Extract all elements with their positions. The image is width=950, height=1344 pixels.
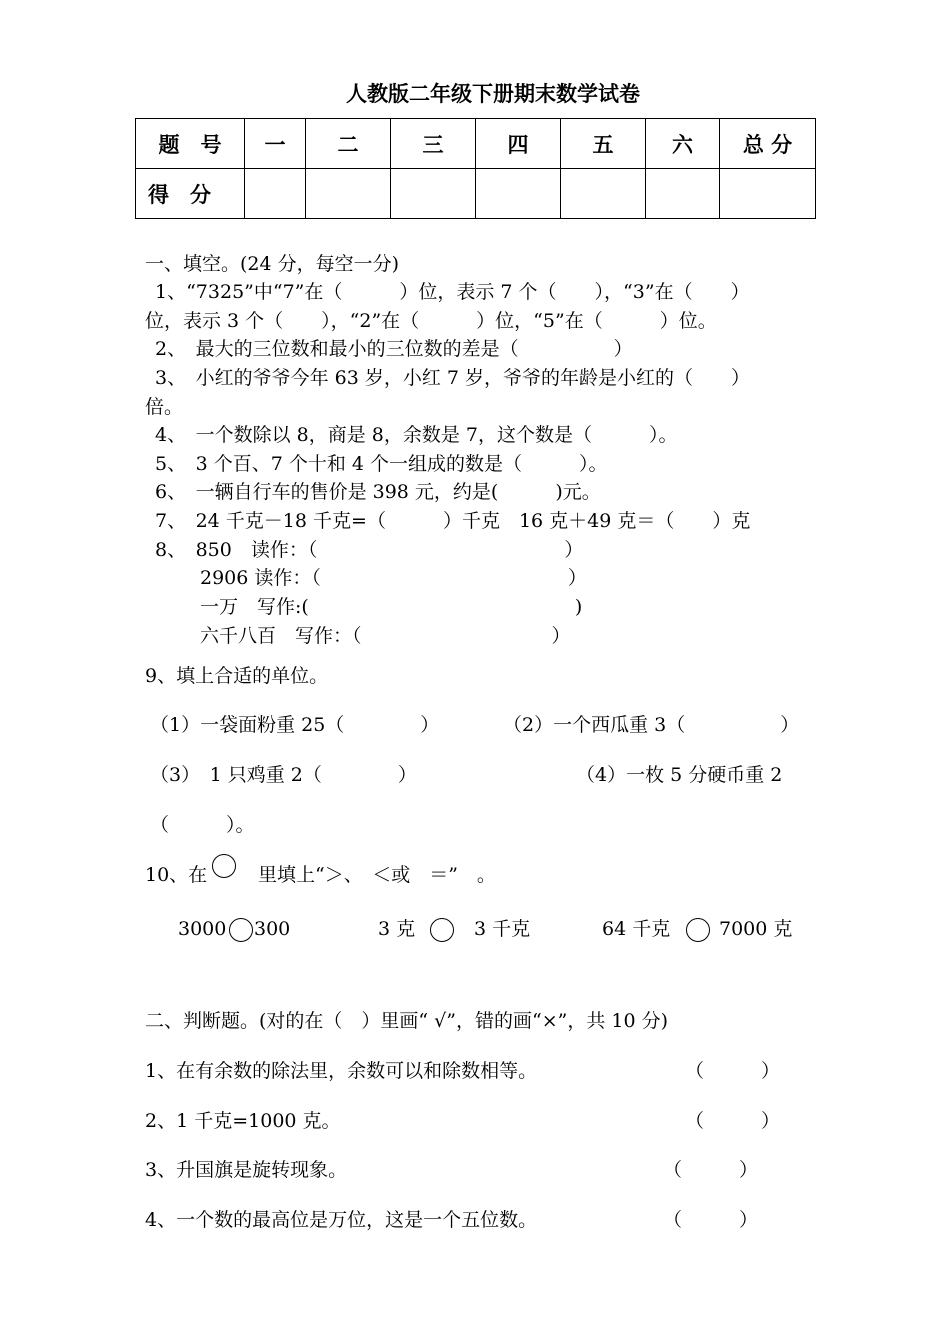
question-8-b: 2906 读作：（ ） xyxy=(200,567,587,589)
judge-item-4-blank[interactable]: （ ） xyxy=(663,1209,759,1231)
header-cell-2: 二 xyxy=(306,119,391,169)
header-cell-1: 一 xyxy=(245,119,306,169)
header-cell-5: 五 xyxy=(561,119,646,169)
judge-item-1-blank[interactable]: （ ） xyxy=(685,1060,781,1082)
compare-c-circle[interactable] xyxy=(686,918,710,942)
question-1-line-2: 位，表示 3 个（ ），“2”在（ ）位，“5”在（ ）位。 xyxy=(145,310,717,332)
judge-item-1: 1、在有余数的除法里，余数可以和除数相等。 xyxy=(145,1060,538,1082)
score-cell[interactable] xyxy=(391,169,476,219)
score-cell[interactable] xyxy=(646,169,720,219)
score-row-label: 得 分 xyxy=(136,169,245,219)
judge-item-4: 4、一个数的最高位是万位，这是一个五位数。 xyxy=(145,1209,538,1231)
header-cell-total: 总 分 xyxy=(720,119,816,169)
question-9-4: （4）一枚 5 分硬币重 2 xyxy=(576,764,783,786)
score-cell[interactable] xyxy=(306,169,391,219)
header-cell-question-number: 题 号 xyxy=(136,119,245,169)
score-cell[interactable] xyxy=(561,169,646,219)
page-title: 人教版二年级下册期末数学试卷 xyxy=(346,82,640,106)
compare-b-left: 3 克 xyxy=(378,918,416,940)
judge-item-3: 3、升国旗是旋转现象。 xyxy=(145,1159,348,1181)
question-9: 9、填上合适的单位。 xyxy=(145,665,329,687)
compare-c-left: 64 千克 xyxy=(602,918,671,940)
question-9-4-blank: （ ）。 xyxy=(150,814,255,836)
question-9-1: （1）一袋面粉重 25（ ） xyxy=(150,714,440,736)
compare-a-left: 3000 xyxy=(178,918,227,940)
comparison-circle-icon xyxy=(212,854,236,878)
question-8-d: 六千八百 写作：（ ） xyxy=(200,625,571,647)
question-8-c: 一万 写作:( ) xyxy=(200,596,583,618)
section2-heading: 二、判断题。(对的在（ ）里画“ √”，错的画“×”，共 10 分) xyxy=(145,1010,669,1032)
question-8-a: 8、 850 读作：（ ） xyxy=(155,539,584,561)
score-table-header-row xyxy=(136,119,816,169)
score-table-score-row xyxy=(136,169,816,219)
judge-item-2-blank[interactable]: （ ） xyxy=(685,1110,781,1132)
question-5: 5、 3 个百、7 个十和 4 个一组成的数是（ ）。 xyxy=(155,453,608,475)
compare-a-right: 300 xyxy=(254,918,291,940)
question-4: 4、 一个数除以 8，商是 8，余数是 7，这个数是（ ）。 xyxy=(155,424,678,446)
question-3-line-1: 3、 小红的爷爷今年 63 岁，小红 7 岁，爷爷的年龄是小红的（ ） xyxy=(155,367,751,389)
question-2: 2、 最大的三位数和最小的三位数的差是（ ） xyxy=(155,338,633,360)
compare-b-right: 3 千克 xyxy=(474,918,531,940)
compare-c-right: 7000 克 xyxy=(719,918,793,940)
question-7: 7、 24 千克－18 千克=（ ）千克 16 克＋49 克＝（ ）克 xyxy=(155,510,751,532)
question-10-suffix: 里填上“＞、 ＜或 ＝” 。 xyxy=(258,864,496,886)
header-cell-4: 四 xyxy=(476,119,561,169)
question-6: 6、 一辆自行车的售价是 398 元，约是( )元。 xyxy=(155,481,601,503)
compare-b-circle[interactable] xyxy=(430,918,454,942)
score-cell[interactable] xyxy=(720,169,816,219)
question-10-prefix: 10、在 xyxy=(145,864,208,886)
judge-item-2: 2、1 千克=1000 克。 xyxy=(145,1110,341,1132)
question-9-2: （2）一个西瓜重 3（ ） xyxy=(503,714,800,736)
header-cell-3: 三 xyxy=(391,119,476,169)
question-9-3: （3） 1 只鸡重 2（ ） xyxy=(150,764,417,786)
compare-a-circle[interactable] xyxy=(229,918,253,942)
question-3-line-2: 倍。 xyxy=(145,396,184,418)
header-cell-6: 六 xyxy=(646,119,720,169)
score-table xyxy=(135,118,816,219)
score-cell[interactable] xyxy=(245,169,306,219)
judge-item-3-blank[interactable]: （ ） xyxy=(663,1159,759,1181)
question-1-line-1: 1、“7325”中“7”在（ ）位，表示 7 个（ ），“3”在（ ） xyxy=(155,281,750,303)
score-cell[interactable] xyxy=(476,169,561,219)
section1-heading: 一、填空。(24 分，每空一分) xyxy=(145,253,400,275)
